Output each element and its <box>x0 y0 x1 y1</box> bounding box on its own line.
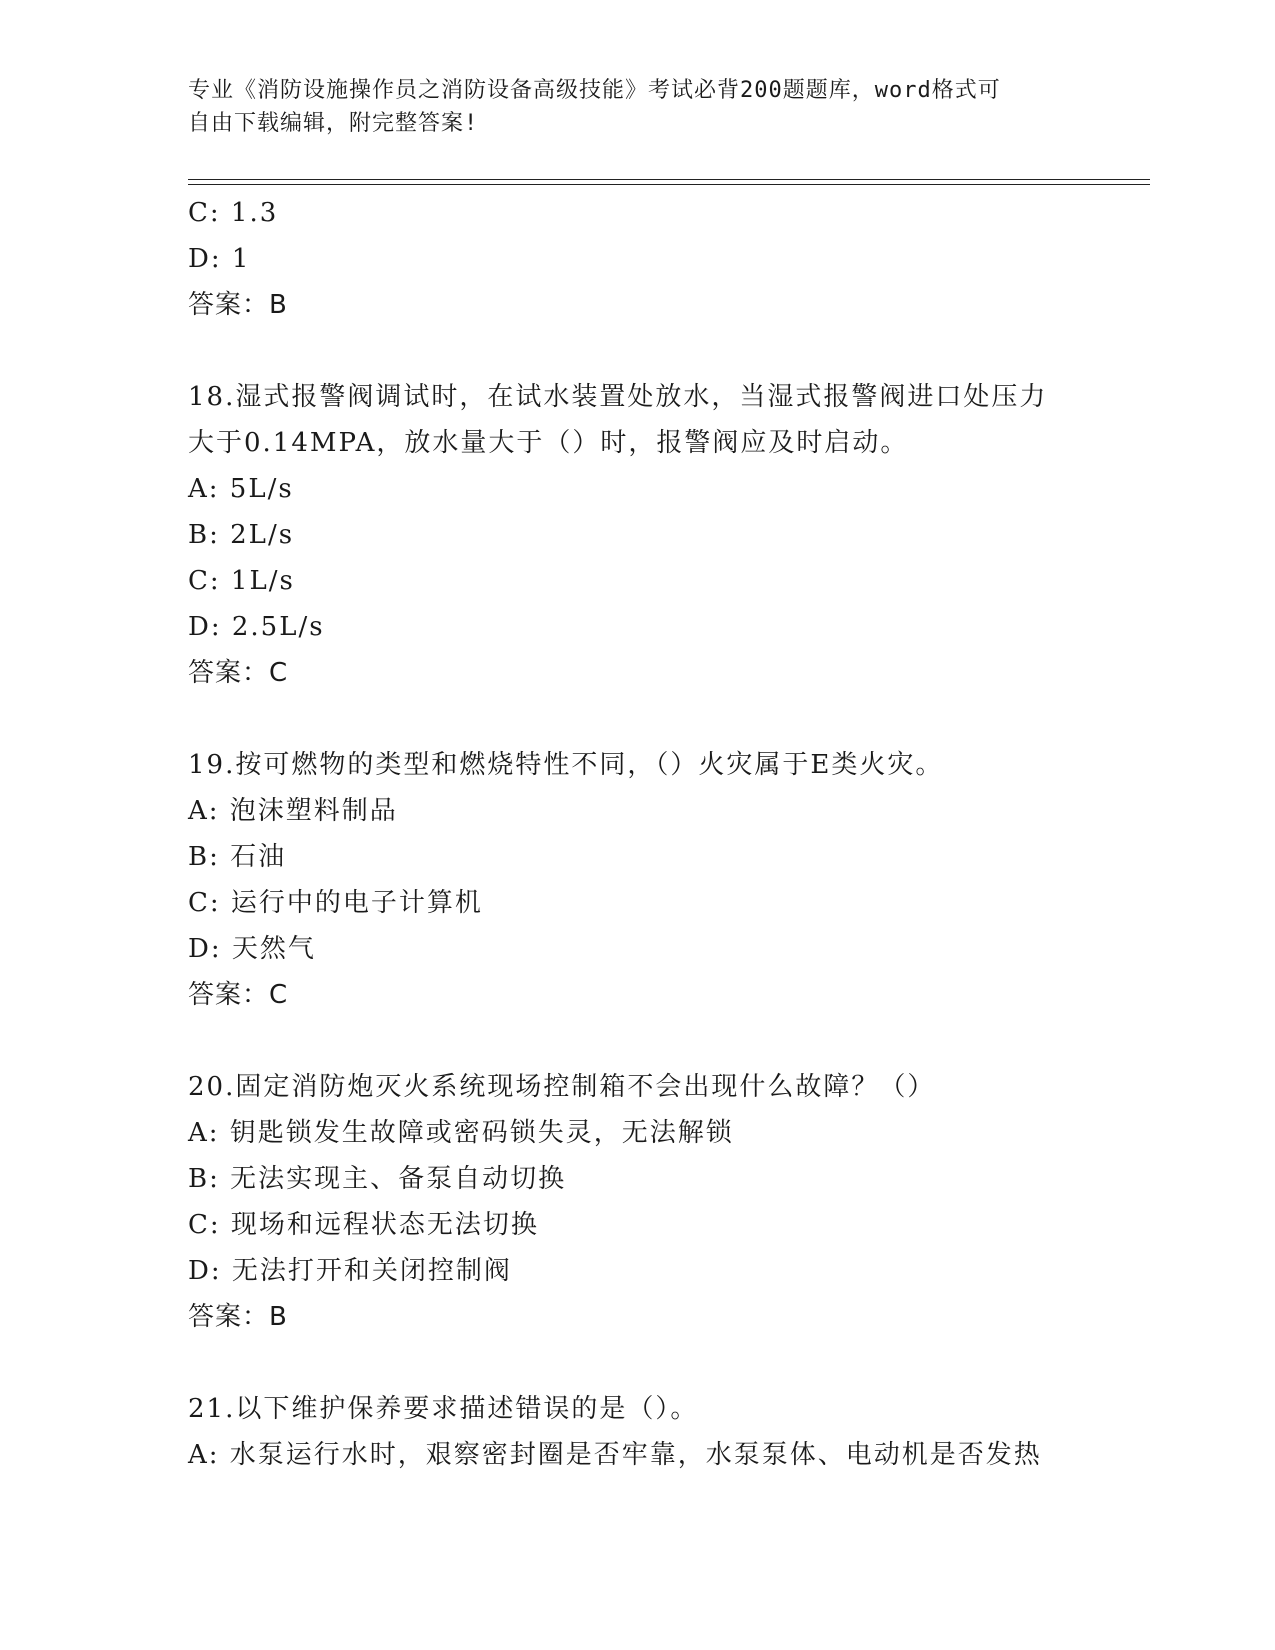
question-21 <box>188 1386 1088 1478</box>
spacer <box>188 696 1088 742</box>
option-a: A: 泡沫塑料制品 <box>188 796 398 826</box>
question-content <box>188 190 1088 1478</box>
option-d: D: 2.5L/s <box>188 612 325 642</box>
option-b: B: 无法实现主、备泵自动切换 <box>188 1164 567 1194</box>
answer-line: 答案：C <box>188 658 289 688</box>
header-divider-top <box>188 179 1150 180</box>
answer-line: 答案：B <box>188 1302 288 1332</box>
question-stem: 21.以下维护保养要求描述错误的是（）。 <box>188 1394 699 1424</box>
option-d: D: 无法打开和关闭控制阀 <box>188 1256 512 1286</box>
option-b: B: 2L/s <box>188 520 295 550</box>
question-stem-continued: 大于0.14MPA，放水量大于（）时，报警阀应及时启动。 <box>188 428 909 458</box>
spacer <box>188 1340 1088 1386</box>
answer-line: 答案：C <box>188 980 289 1010</box>
header-line-1: 专业《消防设施操作员之消防设备高级技能》考试必背200题题库，word格式可 <box>188 78 1001 103</box>
question-19 <box>188 742 1088 1018</box>
option-a: A: 水泵运行水时，艰察密封圈是否牢靠，水泵泵体、电动机是否发热 <box>188 1440 1042 1470</box>
option-a: A: 钥匙锁发生故障或密码锁失灵，无法解锁 <box>188 1118 734 1148</box>
question-stem: 18.湿式报警阀调试时，在试水装置处放水，当湿式报警阀进口处压力 <box>188 382 1048 412</box>
option-c: C: 1.3 <box>188 198 279 228</box>
document-header <box>188 74 1088 140</box>
question-stem: 19.按可燃物的类型和燃烧特性不同，（）火灾属于E类火灾。 <box>188 750 944 780</box>
header-divider-bottom <box>188 184 1150 185</box>
option-c: C: 运行中的电子计算机 <box>188 888 483 918</box>
question-stem: 20.固定消防炮灭火系统现场控制箱不会出现什么故障？（） <box>188 1072 936 1102</box>
option-d: D: 1 <box>188 244 251 274</box>
spacer <box>188 328 1088 374</box>
option-c: C: 1L/s <box>188 566 295 596</box>
question-18 <box>188 374 1088 696</box>
option-c: C: 现场和远程状态无法切换 <box>188 1210 539 1240</box>
option-a: A: 5L/s <box>188 474 294 504</box>
option-b: B: 石油 <box>188 842 287 872</box>
question-20 <box>188 1064 1088 1340</box>
spacer <box>188 1018 1088 1064</box>
option-d: D: 天然气 <box>188 934 316 964</box>
header-line-2: 自由下载编辑，附完整答案! <box>188 111 479 136</box>
answer-line: 答案：B <box>188 290 288 320</box>
previous-question-tail <box>188 190 1088 328</box>
